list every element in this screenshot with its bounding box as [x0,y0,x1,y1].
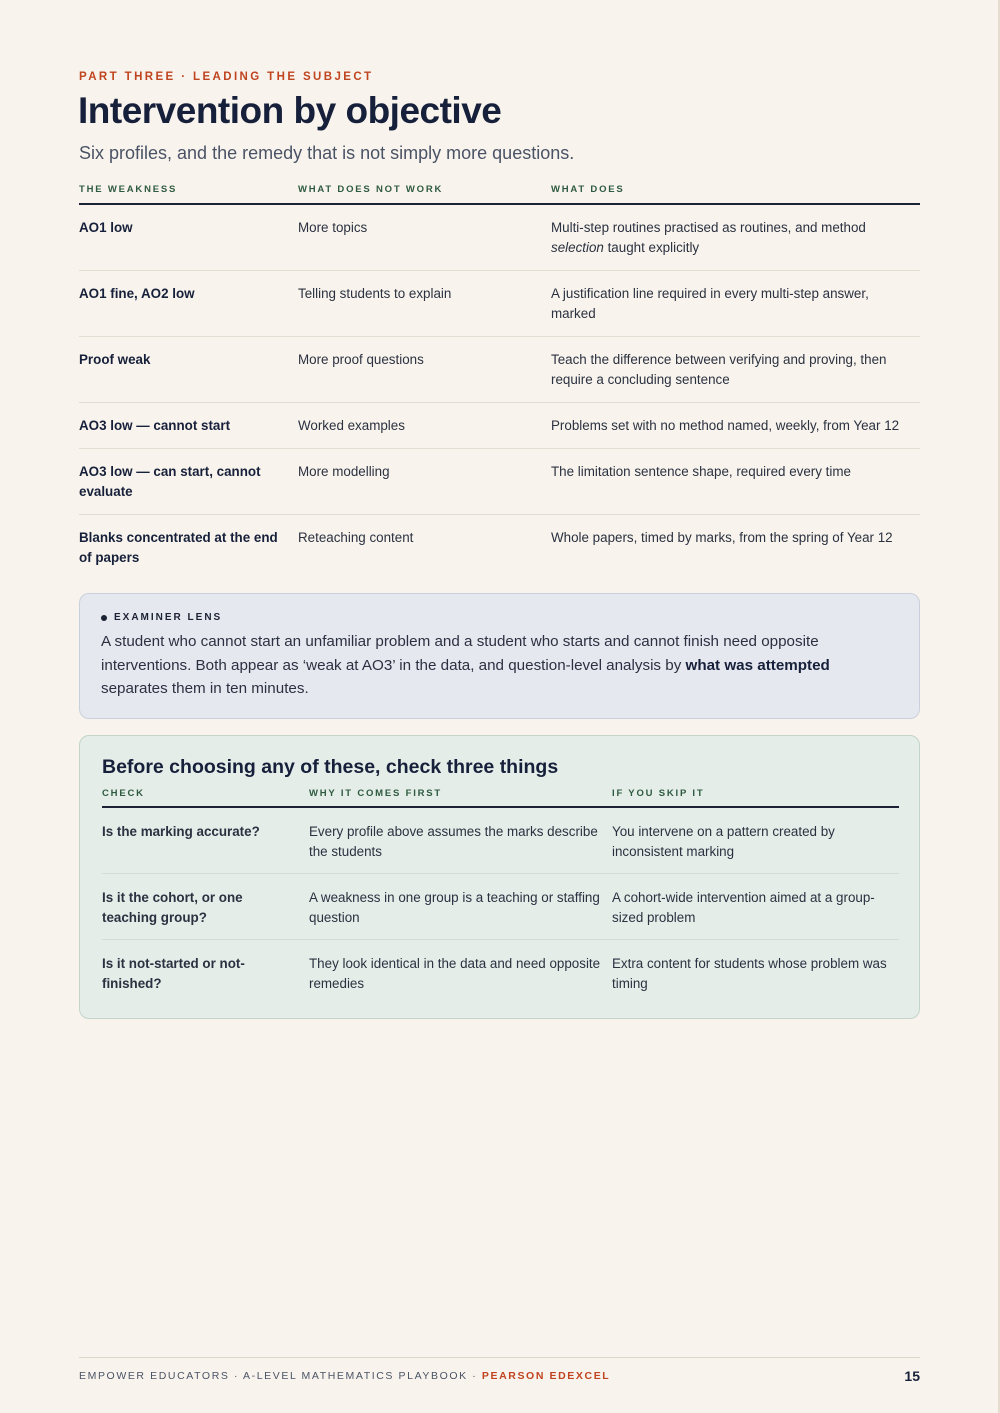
weakness-cell: AO3 low — cannot start [79,403,298,449]
checks-table [102,788,899,1005]
column-header-why: WHY IT COMES FIRST [309,788,612,807]
lens-text-part: A student who cannot start an unfamiliar problem and a student who starts and cannot finish need opposite interventions. Both appear as ‘weak at AO3’ in the data, and question-level analysis by [101,633,819,674]
lens-text-bold: what was attempted [685,656,830,674]
does-emphasis: selection [551,240,604,255]
table-row [79,271,920,337]
does-cell: Whole papers, timed by marks, from the spring of Year 12 [551,530,893,545]
bullet-dot-icon [101,615,107,621]
examiner-lens-label-text: EXAMINER LENS [114,612,223,623]
page-number: 15 [904,1368,920,1384]
examiner-lens-text [101,630,897,701]
intervention-table [79,184,920,580]
check-cell: Is it the cohort, or one teaching group? [102,874,309,940]
table-header-row [79,184,920,204]
not-work-cell: Telling students to explain [298,271,551,337]
footer-divider [79,1357,920,1358]
table-row [102,940,899,1006]
table-row [102,874,899,940]
table-row [79,403,920,449]
does-cell: Problems set with no method named, weekly, from Year 12 [551,403,920,449]
table-row [79,204,920,271]
does-text: taught explicitly [603,240,700,255]
page-title: Intervention by objective [78,90,502,131]
weakness-cell: AO1 fine, AO2 low [79,271,298,337]
weakness-cell: AO3 low — can start, cannot evaluate [79,449,298,515]
checks-title: Before choosing any of these, check three things [102,756,559,778]
weakness-cell: Blanks concentrated at the end of papers [79,530,278,565]
check-cell: Is the marking accurate? [102,807,309,874]
why-cell: They look identical in the data and need opposite remedies [309,956,601,991]
skip-cell: You intervene on a pattern created by inconsistent marking [612,807,899,874]
skip-cell: Extra content for students whose problem was timing [612,956,887,991]
does-cell: The limitation sentence shape, required every time [551,449,920,515]
does-cell: A justification line required in every multi-step answer, marked [551,271,920,337]
weakness-cell: AO1 low [79,204,298,271]
not-work-cell: Reteaching content [298,530,414,545]
lens-text-part: separates them in ten minutes. [101,680,309,697]
table-row [79,337,920,403]
column-header-skip: IF YOU SKIP IT [612,788,899,807]
column-header-weakness: THE WEAKNESS [79,184,298,204]
weakness-cell: Proof weak [79,337,298,403]
not-work-cell: More modelling [298,449,551,515]
column-header-not-work: WHAT DOES NOT WORK [298,184,551,204]
skip-cell: A cohort-wide intervention aimed at a group-sized problem [612,874,899,940]
table-row [79,449,920,515]
examiner-lens-callout [79,593,920,719]
why-cell: Every profile above assumes the marks describe the students [309,807,612,874]
footer-series: EMPOWER EDUCATORS · A-LEVEL MATHEMATICS PLAYBOOK · [79,1370,482,1382]
footer-text [79,1370,610,1382]
check-cell: Is it not-started or not-finished? [102,956,245,991]
why-cell: A weakness in one group is a teaching or staffing question [309,874,612,940]
does-text: Multi-step routines practised as routines, and method [551,220,866,235]
checks-header-row [102,788,899,807]
not-work-cell: More topics [298,204,551,271]
examiner-lens-label [101,612,897,623]
not-work-cell: More proof questions [298,337,551,403]
page-footer [79,1368,920,1384]
does-cell: Teach the difference between verifying and proving, then require a concluding sentence [551,337,920,403]
not-work-cell: Worked examples [298,403,551,449]
column-header-does: WHAT DOES [551,184,920,204]
does-cell [551,204,920,271]
footer-brand: PEARSON EDEXCEL [481,1370,611,1382]
table-row [79,515,920,581]
page-subtitle: Six profiles, and the remedy that is not simply more questions. [79,143,575,163]
checks-panel [79,735,920,1019]
section-eyebrow: PART THREE · LEADING THE SUBJECT [79,71,374,83]
table-row [102,807,899,874]
column-header-check: CHECK [102,788,309,807]
